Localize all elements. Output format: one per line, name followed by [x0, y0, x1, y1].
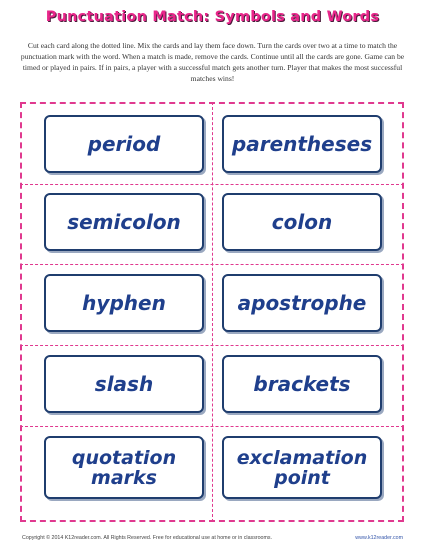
word-card-semicolon[interactable]	[44, 193, 204, 251]
card-word: brackets	[253, 371, 351, 396]
footer-site-link[interactable]: www.k12reader.com	[355, 535, 403, 541]
card-word: colon	[271, 209, 333, 234]
word-card-slash[interactable]	[44, 355, 204, 413]
horizontal-cut-line	[20, 264, 404, 265]
word-card-parentheses[interactable]	[222, 115, 382, 173]
card-word: quotation marks	[71, 446, 177, 489]
footer-copyright: Copyright © 2014 K12reader.com. All Rights Reserved. Free for educational use at home or in classrooms.	[22, 535, 273, 541]
word-card-colon[interactable]	[222, 193, 382, 251]
word-card-quotation-marks[interactable]	[44, 436, 204, 499]
vertical-cut-line	[212, 102, 213, 522]
card-word: parentheses	[231, 131, 373, 156]
word-card-period[interactable]	[44, 115, 204, 173]
card-word: semicolon	[67, 209, 181, 234]
word-card-apostrophe[interactable]	[222, 274, 382, 332]
word-card-brackets[interactable]	[222, 355, 382, 413]
card-word: period	[87, 131, 161, 156]
card-word: apostrophe	[237, 290, 367, 315]
instructions: Cut each card along the dotted line. Mix the cards and lay them face down. Turn the cards over two at a time to match the punctuation mark with the word. When a match is made, remove the cards. Continue until all the cards are gone. Game can be timed or played in pairs. If in pairs, a player with a successful match gets another turn. Player that makes the most successful matches wins!	[20, 41, 405, 83]
card-word: hyphen	[82, 290, 166, 315]
card-word: exclamation point	[236, 446, 368, 489]
card-word: slash	[94, 371, 154, 396]
word-card-exclamation-point[interactable]	[222, 436, 382, 499]
page-title: Punctuation Match: Symbols and Words	[45, 9, 380, 25]
horizontal-cut-line	[20, 426, 404, 427]
word-card-hyphen[interactable]	[44, 274, 204, 332]
horizontal-cut-line	[20, 184, 404, 185]
horizontal-cut-line	[20, 345, 404, 346]
